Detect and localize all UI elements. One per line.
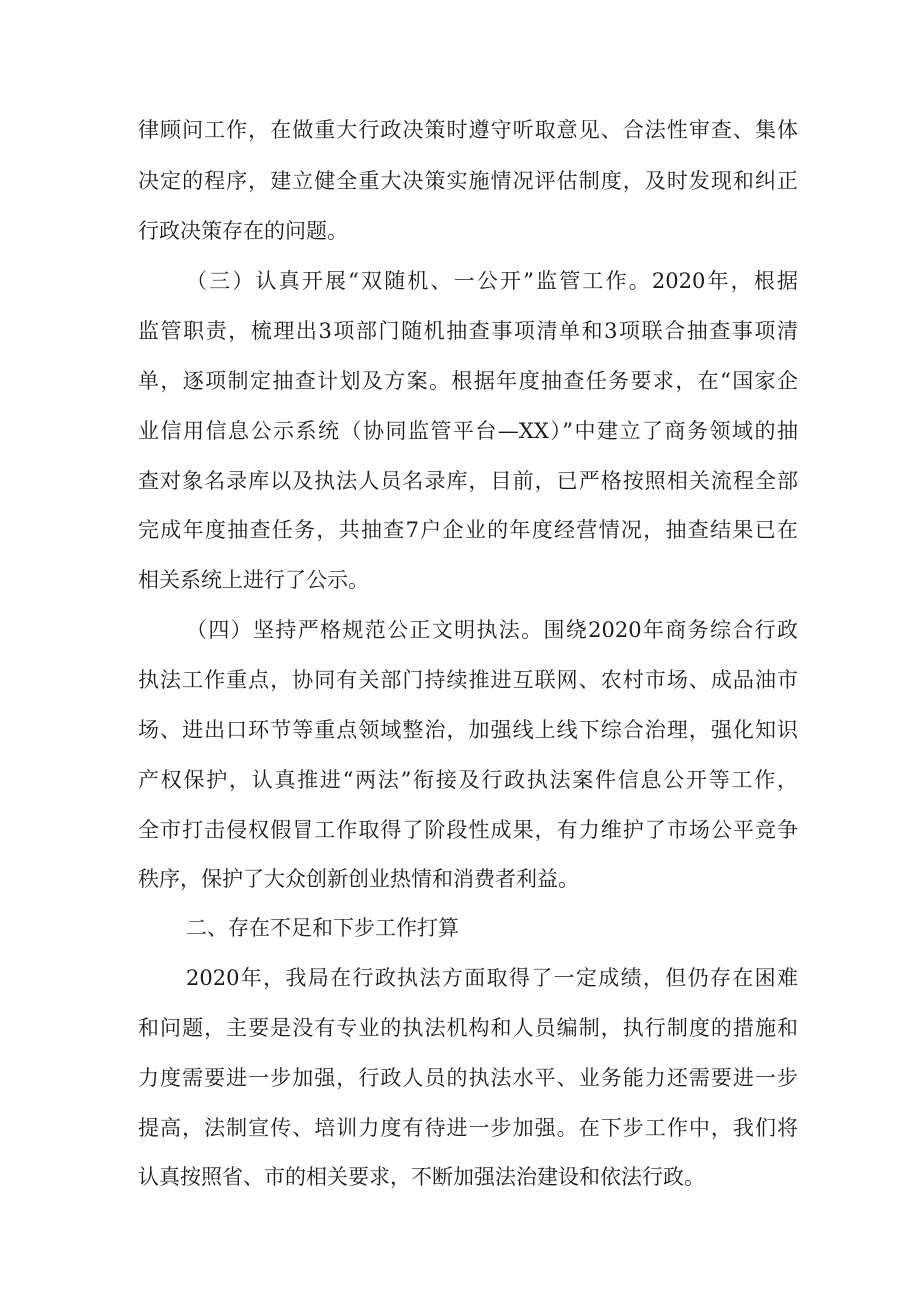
paragraph-line: 和问题，主要是没有专业的执法机构和人员编制，执行制度的措施和 — [138, 1016, 798, 1040]
paragraph-line: 提高，法制宣传、培训力度有待进一步加强。在下步工作中，我们将 — [138, 1116, 798, 1140]
paragraph-line: 认真按照省、市的相关要求，不断加强法治建设和依法行政。 — [138, 1165, 705, 1189]
paragraph-line: （三）认真开展“双随机、一公开”监管工作。2020年，根据 — [186, 269, 798, 293]
paragraph-line: 业信用信息公示系统（协同监管平台—XX）”中建立了商务领域的抽 — [138, 419, 798, 443]
paragraph-line: 行政决策存在的问题。 — [138, 219, 348, 243]
paragraph-line: 场、进出口环节等重点领域整治，加强线上线下综合治理，强化知识 — [138, 718, 798, 742]
paragraph-line: 律顾问工作，在做重大行政决策时遵守听取意见、合法性审查、集体 — [138, 118, 798, 142]
section-heading: 二、存在不足和下步工作打算 — [186, 916, 459, 940]
paragraph-line: 力度需要进一步加强，行政人员的执法水平、业务能力还需要进一步 — [138, 1066, 798, 1090]
paragraph-line: 监管职责，梳理出3项部门随机抽查事项清单和3项联合抽查事项清 — [138, 319, 798, 343]
paragraph-line: 秩序，保护了大众创新创业热情和消费者利益。 — [138, 867, 579, 891]
paragraph-line: 相关系统上进行了公示。 — [138, 568, 369, 592]
paragraph-line: 单，逐项制定抽查计划及方案。根据年度抽查任务要求，在“国家企 — [138, 369, 798, 393]
paragraph-line: 决定的程序，建立健全重大决策实施情况评估制度，及时发现和纠正 — [138, 169, 798, 193]
paragraph-line: 2020年，我局在行政执法方面取得了一定成绩，但仍存在困难 — [186, 966, 798, 990]
paragraph-line: 查对象名录库以及执法人员名录库，目前，已严格按照相关流程全部 — [138, 469, 798, 493]
paragraph-line: 执法工作重点，协同有关部门持续推进互联网、农村市场、成品油市 — [138, 668, 798, 692]
paragraph-line: （四）坚持严格规范公正文明执法。围绕2020年商务综合行政 — [186, 618, 798, 642]
paragraph-line: 产权保护，认真推进“两法”衔接及行政执法案件信息公开等工作， — [138, 768, 798, 792]
paragraph-line: 完成年度抽查任务，共抽查7户企业的年度经营情况，抽查结果已在 — [138, 518, 798, 542]
paragraph-line: 全市打击侵权假冒工作取得了阶段性成果，有力维护了市场公平竞争 — [138, 818, 798, 842]
